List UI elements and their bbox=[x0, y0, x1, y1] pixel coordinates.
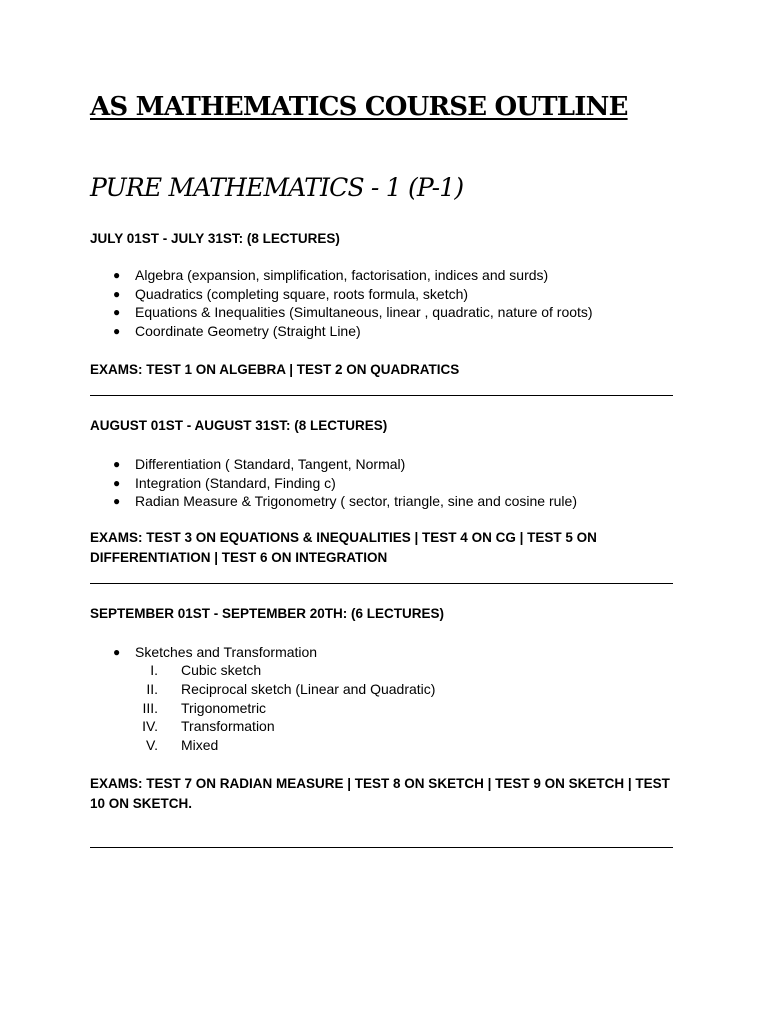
topic-list-july bbox=[0, 266, 593, 341]
list-item bbox=[0, 717, 435, 736]
subtopic-text: Cubic sketch bbox=[181, 662, 262, 678]
bullet-icon: ● bbox=[113, 494, 121, 509]
subtopic-text: Reciprocal sketch (Linear and Quadratic) bbox=[181, 680, 436, 697]
list-item bbox=[0, 736, 435, 755]
divider-line bbox=[90, 395, 673, 396]
topic-text: Differentiation ( Standard, Tangent, Normal) bbox=[135, 456, 406, 472]
topic-text: Quadratics (completing square, roots formula, sketch) bbox=[135, 285, 469, 302]
subtopic-text: Mixed bbox=[181, 737, 219, 754]
section-heading-august: AUGUST 01ST - AUGUST 31ST: (8 LECTURES) bbox=[90, 418, 388, 433]
exams-july: EXAMS: TEST 1 ON ALGEBRA | TEST 2 ON QUADRATICS bbox=[90, 362, 460, 377]
bullet-icon: ● bbox=[113, 305, 121, 320]
list-item bbox=[0, 303, 593, 322]
topic-text: Integration (Standard, Finding c) bbox=[135, 474, 336, 491]
divider-line bbox=[90, 847, 673, 848]
bullet-icon: ● bbox=[113, 645, 121, 659]
bullet-icon: ● bbox=[113, 457, 121, 471]
topic-text: Equations & Inequalities (Simultaneous, linear , quadratic, nature of roots) bbox=[135, 304, 593, 321]
section-heading-july: JULY 01ST - JULY 31ST: (8 LECTURES) bbox=[90, 231, 340, 246]
roman-numeral: I. bbox=[150, 662, 158, 678]
bullet-icon: ● bbox=[113, 286, 121, 301]
list-item bbox=[0, 266, 593, 285]
subtopic-text: Trigonometric bbox=[181, 699, 267, 716]
roman-numeral: V. bbox=[146, 737, 158, 754]
list-item bbox=[0, 643, 317, 662]
divider-line bbox=[90, 583, 673, 584]
sketch-subtopic-list bbox=[0, 661, 435, 755]
list-item bbox=[0, 661, 435, 680]
bullet-icon: ● bbox=[113, 324, 121, 339]
list-item bbox=[0, 699, 435, 718]
exams-august: EXAMS: TEST 3 ON EQUATIONS & INEQUALITIES | TEST 4 ON CG | TEST 5 ON DIFFERENTIATION | TEST 6 ON INTEGRATION bbox=[90, 530, 597, 565]
exams-september: EXAMS: TEST 7 ON RADIAN MEASURE | TEST 8 ON SKETCH | TEST 9 ON SKETCH | TEST 10 ON SKETCH. bbox=[90, 776, 670, 811]
topic-list-september bbox=[0, 643, 317, 662]
section-heading-september: SEPTEMBER 01ST - SEPTEMBER 20TH: (6 LECTURES) bbox=[90, 606, 445, 621]
bullet-icon: ● bbox=[113, 475, 121, 490]
topic-text: Coordinate Geometry (Straight Line) bbox=[135, 323, 361, 340]
roman-numeral: III. bbox=[142, 699, 158, 716]
list-item bbox=[0, 285, 593, 304]
roman-numeral: II. bbox=[146, 680, 158, 697]
topic-text: Algebra (expansion, simplification, factorisation, indices and surds) bbox=[135, 267, 549, 283]
list-item bbox=[0, 455, 577, 474]
subtopic-text: Transformation bbox=[181, 718, 275, 735]
document-title: AS MATHEMATICS COURSE OUTLINE bbox=[90, 92, 628, 122]
roman-numeral: IV. bbox=[142, 718, 158, 735]
document-subtitle: PURE MATHEMATICS - 1 (P-1) bbox=[90, 173, 464, 202]
list-item bbox=[0, 322, 593, 341]
bullet-icon: ● bbox=[113, 268, 121, 282]
topic-text: Sketches and Transformation bbox=[135, 644, 318, 660]
list-item bbox=[0, 474, 577, 493]
list-item bbox=[0, 492, 577, 511]
topic-list-august bbox=[0, 455, 577, 511]
topic-text: Radian Measure & Trigonometry ( sector, triangle, sine and cosine rule) bbox=[135, 493, 577, 510]
list-item bbox=[0, 680, 435, 699]
